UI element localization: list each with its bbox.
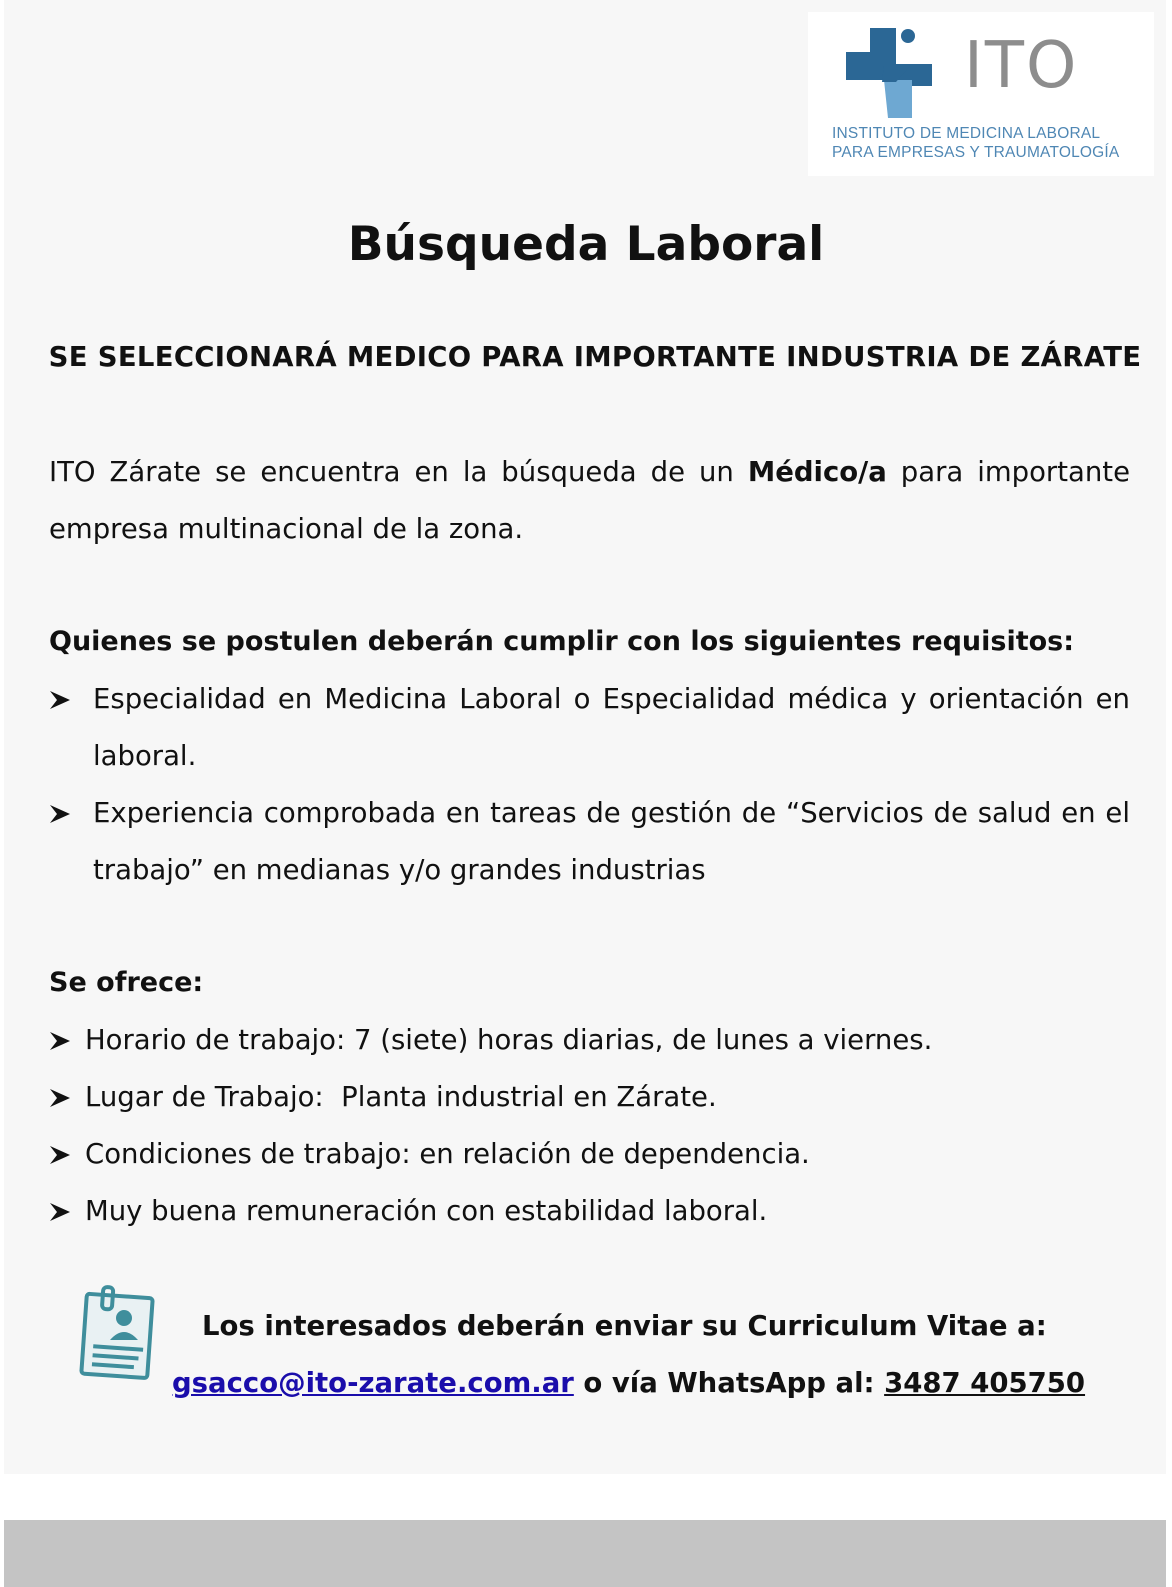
- requirements-heading: Quienes se postulen deberán cumplir con los siguientes requisitos:: [49, 626, 1075, 657]
- arrow-bullet-icon: [49, 1183, 79, 1240]
- offer-text: Horario de trabajo: 7 (siete) horas diarias, de lunes a viernes.: [85, 1024, 933, 1056]
- offer-text: Muy buena remuneración con estabilidad laboral.: [85, 1195, 768, 1227]
- offer-text: Lugar de Trabajo: Planta industrial en Zárate.: [85, 1081, 717, 1113]
- contact-details: [172, 1361, 1085, 1405]
- medical-cross-logo-icon: [846, 22, 946, 122]
- ito-logo: [808, 12, 1154, 176]
- arrow-bullet-icon: [49, 1126, 79, 1183]
- intro-paragraph: [49, 444, 1130, 558]
- list-item: [49, 785, 1130, 899]
- phone-number[interactable]: 3487 405750: [884, 1367, 1086, 1399]
- list-item: [49, 1126, 1130, 1183]
- requirements-list: [49, 671, 1130, 899]
- list-item: [49, 1069, 1130, 1126]
- arrow-bullet-icon: [49, 785, 79, 842]
- footer-band: [4, 1520, 1166, 1587]
- email-link[interactable]: gsacco@ito-zarate.com.ar: [172, 1367, 574, 1399]
- page-subtitle: SE SELECCIONARÁ MEDICO PARA IMPORTANTE INDUSTRIA DE ZÁRATE: [48, 341, 1142, 373]
- offer-list: [49, 1012, 1130, 1240]
- intro-before: ITO Zárate se encuentra en la búsqueda de un: [49, 456, 748, 488]
- logo-subtitle-line1: INSTITUTO DE MEDICINA LABORAL: [832, 125, 1101, 142]
- logo-subtitle-line2: PARA EMPRESAS Y TRAUMATOLOGÍA: [832, 144, 1120, 161]
- cv-document-icon: [78, 1284, 158, 1380]
- requirement-text: Especialidad en Medicina Laboral o Especialidad médica y orientación en laboral.: [93, 683, 1130, 772]
- contact-middle: o vía WhatsApp al:: [573, 1367, 885, 1399]
- arrow-bullet-icon: [49, 671, 79, 728]
- intro-bold: Médico/a: [747, 456, 887, 488]
- list-item: [49, 1183, 1130, 1240]
- arrow-bullet-icon: [49, 1069, 79, 1126]
- requirement-text: Experiencia comprobada en tareas de gestión de “Servicios de salud en el trabajo” en medianas y/o grandes industrias: [93, 797, 1130, 886]
- list-item: [49, 1012, 1130, 1069]
- page-title: Búsqueda Laboral: [347, 217, 825, 272]
- offer-heading: Se ofrece:: [49, 967, 204, 998]
- arrow-bullet-icon: [49, 1012, 79, 1069]
- list-item: [49, 671, 1130, 785]
- intro-after: para importante empresa multinacional de la zona.: [49, 456, 1131, 545]
- offer-text: Condiciones de trabajo: en relación de dependencia.: [85, 1138, 810, 1170]
- contact-instructions: Los interesados deberán enviar su Curriculum Vitae a:: [202, 1310, 1047, 1342]
- logo-name: ITO: [964, 29, 1079, 103]
- logo-subtitle: [832, 124, 1132, 162]
